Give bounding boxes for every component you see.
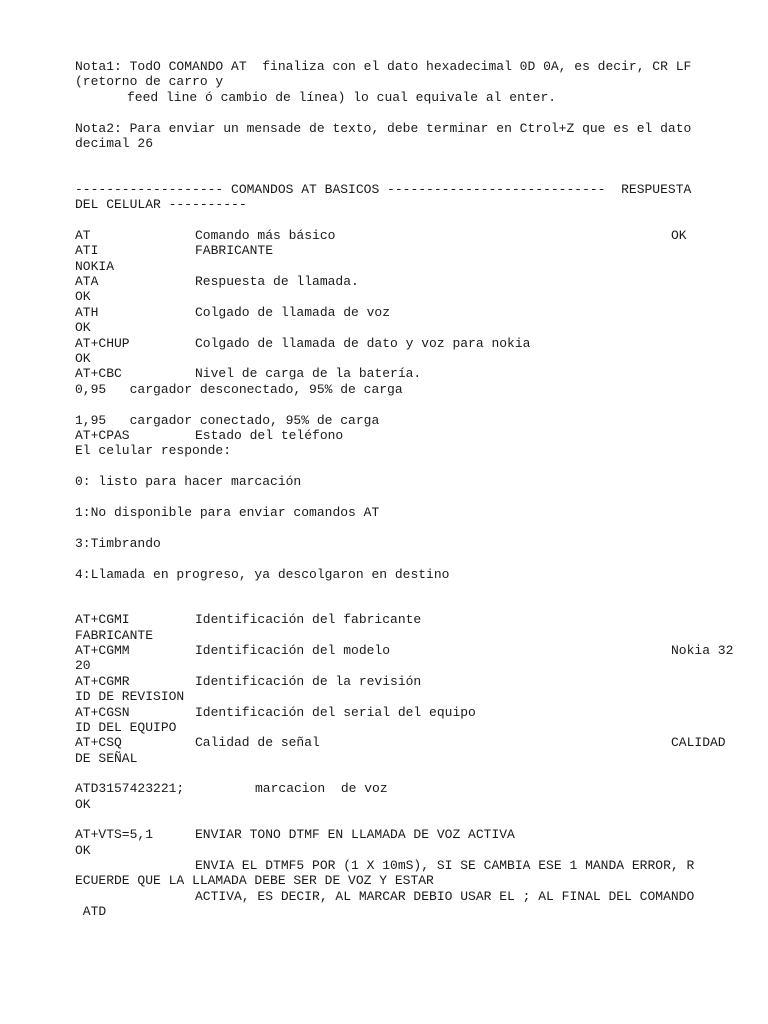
cmd-cgsn: AT+CGSN (75, 705, 130, 720)
resp-ath: OK (75, 320, 91, 335)
desc-csq: Calidad de señal (195, 735, 320, 750)
cmd-cgmm: AT+CGMM (75, 643, 130, 658)
cmd-dial: ATD3157423221; (75, 781, 185, 796)
nota1-line1: Nota1: TodO COMANDO AT finaliza con el dato hexadecimal 0D 0A, es decir, CR LF (75, 59, 692, 74)
cmd-at: AT (75, 228, 91, 243)
resp-cgmm-b: 20 (75, 658, 91, 673)
cpas-state-4: 4:Llamada en progreso, ya descolgaron en destino (75, 567, 450, 582)
resp-csq-a: CALIDAD (671, 735, 726, 750)
cmd-vts: AT+VTS=5,1 (75, 827, 154, 842)
resp-cgsn: ID DEL EQUIPO (75, 720, 177, 735)
desc-atcpas: Estado del teléfono (195, 428, 344, 443)
cmd-cgmi: AT+CGMI (75, 612, 130, 627)
desc-atchup: Colgado de llamada de dato y voz para nokia (195, 336, 531, 351)
cmd-atchup: AT+CHUP (75, 336, 130, 351)
cpas-state-3: 3:Timbrando (75, 536, 161, 551)
vts-note-4: ATD (75, 904, 107, 919)
resp-cgmm-a: Nokia 32 (671, 643, 734, 658)
desc-vts: ENVIAR TONO DTMF EN LLAMADA DE VOZ ACTIVA (195, 827, 515, 842)
vts-note-3: ACTIVA, ES DECIR, AL MARCAR DEBIO USAR EL ; AL FINAL DEL COMANDO (195, 889, 695, 904)
cmd-atcpas: AT+CPAS (75, 428, 130, 443)
nota2-line2: decimal 26 (75, 136, 154, 151)
cpas-state-0: 0: listo para hacer marcación (75, 474, 302, 489)
section-header-line2: DEL CELULAR ---------- (75, 197, 247, 212)
resp-atcpas: El celular responde: (75, 443, 232, 458)
nota2-line1: Nota2: Para enviar un mensade de texto, debe terminar en Ctrol+Z que es el dato (75, 121, 692, 136)
resp-cgmr: ID DE REVISION (75, 689, 185, 704)
section-header-line1: ------------------- COMANDOS AT BASICOS ---------------------------- RESPUESTA (75, 182, 692, 197)
cmd-cgmr: AT+CGMR (75, 674, 130, 689)
vts-note-1: ENVIA EL DTMF5 POR (1 X 10mS), SI SE CAMBIA ESE 1 MANDA ERROR, R (195, 858, 695, 873)
desc-cgmi: Identificación del fabricante (195, 612, 422, 627)
resp-cgmi: FABRICANTE (75, 628, 154, 643)
desc-cgmr: Identificación de la revisión (195, 674, 422, 689)
desc-ath: Colgado de llamada de voz (195, 305, 391, 320)
cmd-ati: ATI (75, 243, 99, 258)
desc-ati: FABRICANTE (195, 243, 274, 258)
desc-at: Comando más básico (195, 228, 336, 243)
resp-at: OK (671, 228, 687, 243)
resp-atcbc-2: 1,95 cargador conectado, 95% de carga (75, 413, 380, 428)
resp-dial: OK (75, 797, 91, 812)
resp-csq-b: DE SEÑAL (75, 751, 138, 766)
resp-atcbc-1: 0,95 cargador desconectado, 95% de carga (75, 382, 403, 397)
resp-vts: OK (75, 843, 91, 858)
desc-cgmm: Identificación del modelo (195, 643, 391, 658)
desc-cgsn: Identificación del serial del equipo (195, 705, 476, 720)
cmd-csq: AT+CSQ (75, 735, 122, 750)
nota1-line3: feed line ó cambio de línea) lo cual equivale al enter. (127, 90, 557, 105)
desc-dial: marcacion de voz (255, 781, 388, 796)
nota1-line2: (retorno de carro y (75, 74, 224, 89)
vts-note-2: ECUERDE QUE LA LLAMADA DEBE SER DE VOZ Y ESTAR (75, 873, 434, 888)
desc-atcbc: Nivel de carga de la batería. (195, 366, 422, 381)
resp-atchup: OK (75, 351, 91, 366)
desc-ata: Respuesta de llamada. (195, 274, 359, 289)
resp-ati: NOKIA (75, 259, 115, 274)
cmd-ata: ATA (75, 274, 99, 289)
cmd-atcbc: AT+CBC (75, 366, 122, 381)
resp-ata: OK (75, 289, 91, 304)
cpas-state-1: 1:No disponible para enviar comandos AT (75, 505, 380, 520)
cmd-ath: ATH (75, 305, 99, 320)
